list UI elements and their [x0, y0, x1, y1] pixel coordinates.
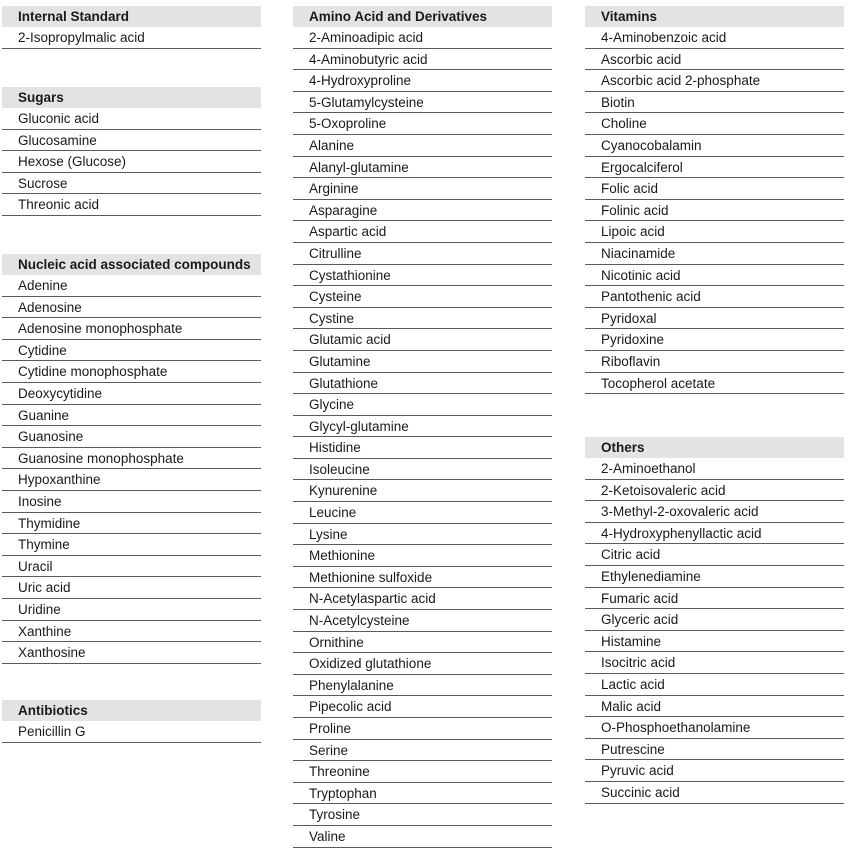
- compound-row: 2-Aminoethanol: [585, 458, 844, 480]
- compound-row: Glutamic acid: [293, 329, 552, 351]
- group-antibiotics: [2, 700, 261, 743]
- group-title: Antibiotics: [2, 700, 261, 721]
- compound-row: 4-Hydroxyproline: [293, 70, 552, 92]
- compound-row: Glutathione: [293, 373, 552, 395]
- group-title: Others: [585, 437, 844, 458]
- compound-row: Guanine: [2, 405, 261, 427]
- compound-row: Threonine: [293, 761, 552, 783]
- compound-row: Hexose (Glucose): [2, 151, 261, 173]
- compound-row: Pipecolic acid: [293, 696, 552, 718]
- group-vitamins: [585, 6, 844, 394]
- compound-row: Kynurenine: [293, 480, 552, 502]
- compound-row: Isocitric acid: [585, 652, 844, 674]
- compound-row: N-Acetylaspartic acid: [293, 588, 552, 610]
- compound-row: Thymidine: [2, 513, 261, 535]
- compound-row: Cystathionine: [293, 265, 552, 287]
- compound-row: O-Phosphoethanolamine: [585, 717, 844, 739]
- group-internal-standard: [2, 6, 261, 49]
- compound-row: Leucine: [293, 502, 552, 524]
- compound-row: Histamine: [585, 631, 844, 653]
- compound-row: Glycyl-glutamine: [293, 416, 552, 438]
- compound-row: Pyruvic acid: [585, 760, 844, 782]
- compound-row: Valine: [293, 826, 552, 848]
- compound-row: Hypoxanthine: [2, 469, 261, 491]
- compound-row: Citric acid: [585, 544, 844, 566]
- compound-row: Citrulline: [293, 243, 552, 265]
- compound-row: Niacinamide: [585, 243, 844, 265]
- compound-row: 4-Aminobenzoic acid: [585, 27, 844, 49]
- compound-row: Penicillin G: [2, 721, 261, 743]
- compound-row: Tyrosine: [293, 804, 552, 826]
- compound-row: Ornithine: [293, 632, 552, 654]
- compound-row: Alanine: [293, 135, 552, 157]
- compound-row: Glyceric acid: [585, 609, 844, 631]
- compound-row: Methionine sulfoxide: [293, 567, 552, 589]
- compound-row: Guanosine monophosphate: [2, 448, 261, 470]
- compound-row: Cyanocobalamin: [585, 135, 844, 157]
- compound-row: Cytidine: [2, 340, 261, 362]
- compound-row: 2-Aminoadipic acid: [293, 27, 552, 49]
- compound-row: Thymine: [2, 534, 261, 556]
- compound-row: Malic acid: [585, 696, 844, 718]
- group-title: Nucleic acid associated compounds: [2, 254, 261, 275]
- compound-row: 2-Isopropylmalic acid: [2, 27, 261, 49]
- compound-row: Guanosine: [2, 426, 261, 448]
- compound-row: Threonic acid: [2, 194, 261, 216]
- compound-row: Tryptophan: [293, 783, 552, 805]
- compound-row: Uracil: [2, 556, 261, 578]
- compound-row: 4-Aminobutyric acid: [293, 49, 552, 71]
- compound-row: Ergocalciferol: [585, 157, 844, 179]
- compound-row: Alanyl-glutamine: [293, 157, 552, 179]
- compound-row: Adenine: [2, 275, 261, 297]
- compound-row: Cytidine monophosphate: [2, 361, 261, 383]
- compound-row: Uric acid: [2, 577, 261, 599]
- compound-row: N-Acetylcysteine: [293, 610, 552, 632]
- compound-row: Ethylenediamine: [585, 566, 844, 588]
- compound-row: Biotin: [585, 92, 844, 114]
- compound-row: Sucrose: [2, 173, 261, 195]
- compound-row: 2-Ketoisovaleric acid: [585, 480, 844, 502]
- group-title: Internal Standard: [2, 6, 261, 27]
- group-title: Sugars: [2, 87, 261, 108]
- compound-row: Asparagine: [293, 200, 552, 222]
- compound-row: Putrescine: [585, 739, 844, 761]
- compound-row: 5-Oxoproline: [293, 113, 552, 135]
- compound-row: Gluconic acid: [2, 108, 261, 130]
- compound-row: Aspartic acid: [293, 221, 552, 243]
- group-others: [585, 437, 844, 804]
- compound-row: Nicotinic acid: [585, 265, 844, 287]
- compound-row: 5-Glutamylcysteine: [293, 92, 552, 114]
- compound-row: Proline: [293, 718, 552, 740]
- compound-row: Adenosine monophosphate: [2, 318, 261, 340]
- compound-row: Glycine: [293, 394, 552, 416]
- compound-row: Oxidized glutathione: [293, 653, 552, 675]
- compound-row: Cystine: [293, 308, 552, 330]
- compound-row: Ascorbic acid: [585, 49, 844, 71]
- compound-row: Inosine: [2, 491, 261, 513]
- compound-row: Glucosamine: [2, 130, 261, 152]
- compound-row: Pyridoxal: [585, 308, 844, 330]
- compound-row: 3-Methyl-2-oxovaleric acid: [585, 501, 844, 523]
- compound-row: Lipoic acid: [585, 221, 844, 243]
- compound-row: Lysine: [293, 524, 552, 546]
- compound-row: Arginine: [293, 178, 552, 200]
- compound-row: Tocopherol acetate: [585, 373, 844, 395]
- compound-row: Glutamine: [293, 351, 552, 373]
- compound-row: Histidine: [293, 437, 552, 459]
- compound-row: Folic acid: [585, 178, 844, 200]
- compound-row: 4-Hydroxyphenyllactic acid: [585, 523, 844, 545]
- compound-row: Pantothenic acid: [585, 286, 844, 308]
- group-nucleic-acid: [2, 254, 261, 664]
- compound-row: Riboflavin: [585, 351, 844, 373]
- group-amino-acids: [293, 6, 552, 848]
- compound-row: Folinic acid: [585, 200, 844, 222]
- compound-row: Serine: [293, 740, 552, 762]
- compound-row: Choline: [585, 113, 844, 135]
- compound-row: Lactic acid: [585, 674, 844, 696]
- group-sugars: [2, 87, 261, 216]
- compound-row: Ascorbic acid 2-phosphate: [585, 70, 844, 92]
- compound-row: Pyridoxine: [585, 329, 844, 351]
- compound-row: Xanthosine: [2, 642, 261, 664]
- compound-row: Uridine: [2, 599, 261, 621]
- compound-row: Deoxycytidine: [2, 383, 261, 405]
- group-title: Amino Acid and Derivatives: [293, 6, 552, 27]
- compound-row: Cysteine: [293, 286, 552, 308]
- compound-row: Adenosine: [2, 297, 261, 319]
- compound-row: Fumaric acid: [585, 588, 844, 610]
- compound-row: Methionine: [293, 545, 552, 567]
- compound-row: Xanthine: [2, 621, 261, 643]
- compound-row: Phenylalanine: [293, 675, 552, 697]
- group-title: Vitamins: [585, 6, 844, 27]
- compound-row: Succinic acid: [585, 782, 844, 804]
- compound-row: Isoleucine: [293, 459, 552, 481]
